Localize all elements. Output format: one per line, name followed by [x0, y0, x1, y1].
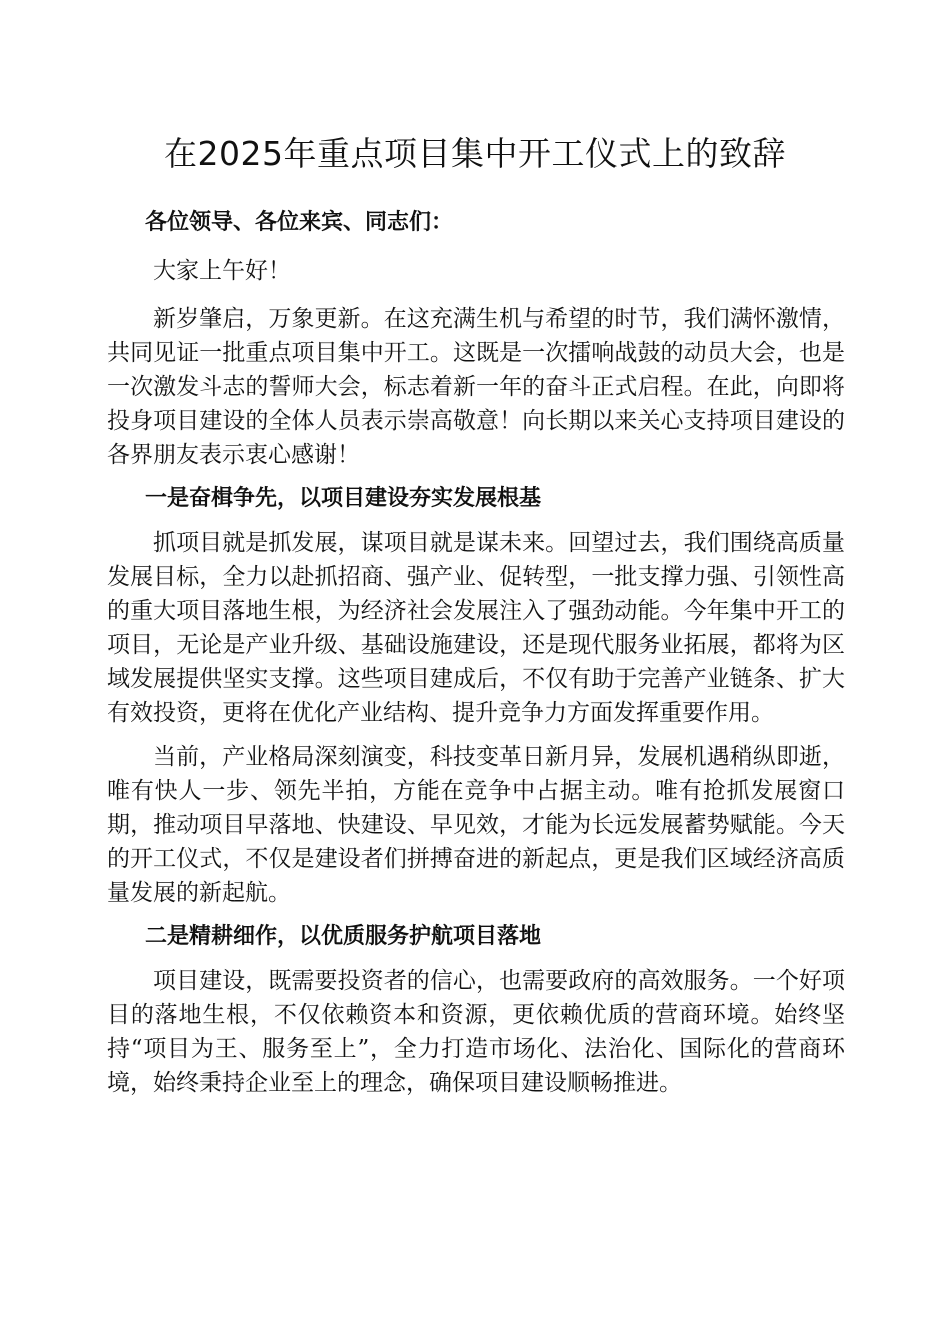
section-1-heading: 一是奋楫争先，以项目建设夯实发展根基 — [145, 486, 542, 511]
salutation: 各位领导、各位来宾、同志们： — [145, 210, 454, 235]
section-1-paragraph-2: 当前，产业格局深刻演变，科技变革日新月异，发展机遇稍纵即逝，唯有快人一步、领先半拍，方能在竞争中占据主动。唯有抢抓发展窗口期，推动项目早落地、快建设、早见效，才能为长远发展蓄势赋能。今天的开工仪式，不仅是建设者们拼搏奋进的新起点，更是我们区域经济高质量发展的新起航。 — [107, 744, 845, 906]
greeting-paragraph: 大家上午好！ — [153, 258, 291, 284]
section-2-heading: 二是精耕细作，以优质服务护航项目落地 — [145, 924, 542, 949]
section-2-paragraph-1: 项目建设，既需要投资者的信心，也需要政府的高效服务。一个好项目的落地生根，不仅依赖资本和资源，更依赖优质的营商环境。始终坚持“项目为王、服务至上”，全力打造市场化、法治化、国际化的营商环境，始终秉持企业至上的理念，确保项目建设顺畅推进。 — [107, 968, 845, 1096]
document-title: 在2025年重点项目集中开工仪式上的致辞 — [164, 134, 786, 173]
intro-paragraph: 新岁肇启，万象更新。在这充满生机与希望的时节，我们满怀激情，共同见证一批重点项目集中开工。这既是一次擂响战鼓的动员大会，也是一次激发斗志的誓师大会，标志着新一年的奋斗正式启程。在此，向即将投身项目建设的全体人员表示崇高敬意！向长期以来关心支持项目建设的各界朋友表示衷心感谢！ — [107, 306, 845, 468]
section-1-paragraph-1: 抓项目就是抓发展，谋项目就是谋未来。回望过去，我们围绕高质量发展目标，全力以赴抓招商、强产业、促转型，一批支撑力强、引领性高的重大项目落地生根，为经济社会发展注入了强劲动能。今年集中开工的项目，无论是产业升级、基础设施建设，还是现代服务业拓展，都将为区域发展提供坚实支撑。这些项目建成后，不仅有助于完善产业链条、扩大有效投资，更将在优化产业结构、提升竞争力方面发挥重要作用。 — [107, 530, 845, 726]
document-body — [107, 206, 845, 1110]
